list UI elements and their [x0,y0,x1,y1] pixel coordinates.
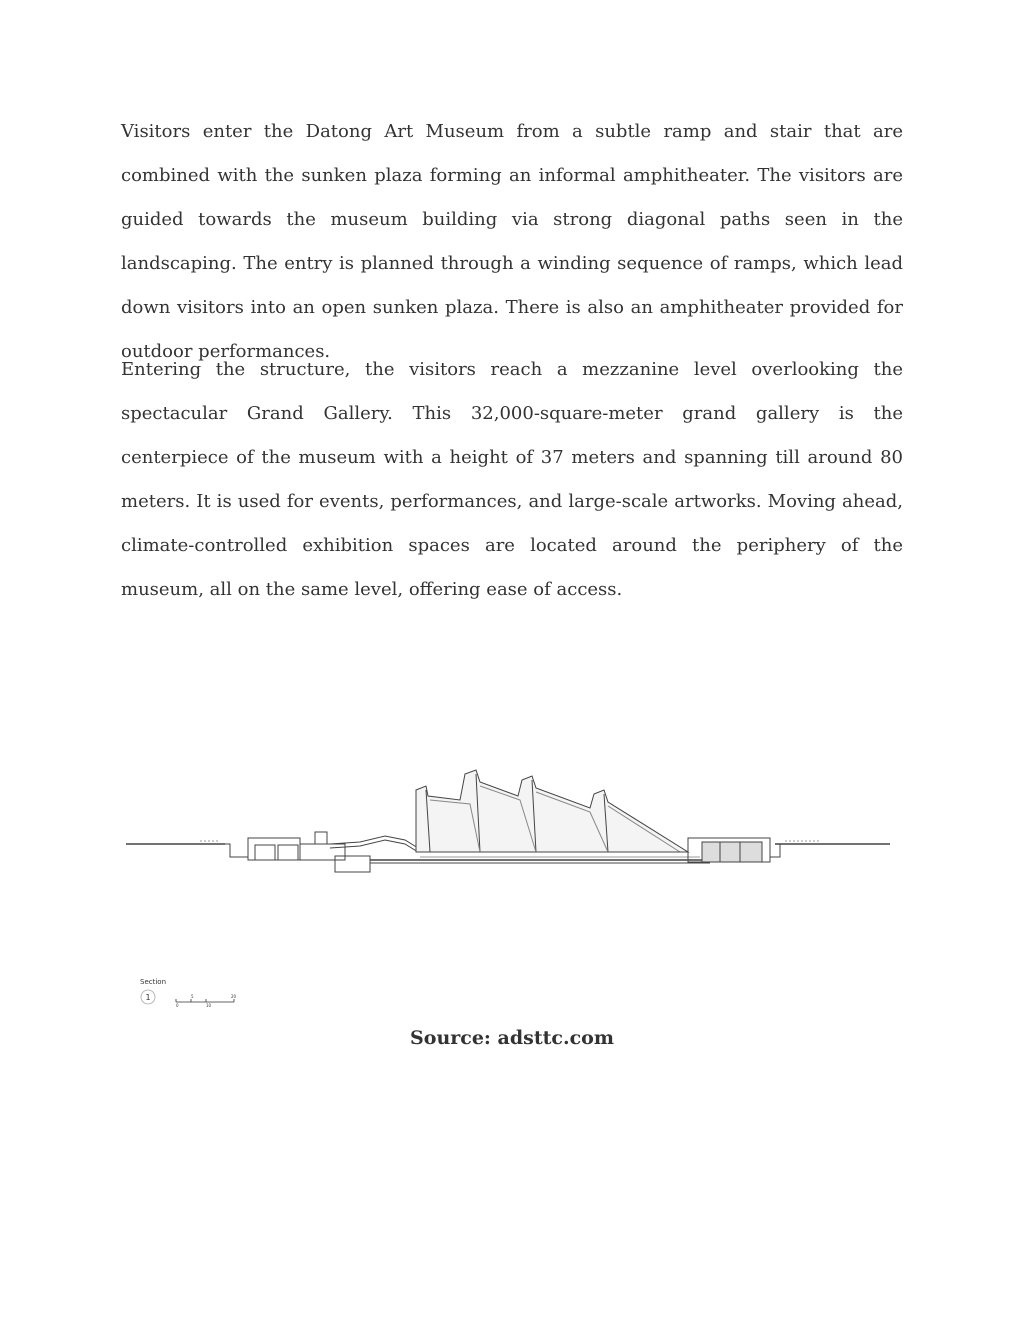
scale-mark-5: 5 [191,994,194,999]
paragraph-grand-gallery: Entering the structure, the visitors reach a mezzanine level overlooking the spectacular Grand Gallery. This 32,000-square-meter grand gallery is the centerpiece of the museum with a height of 37 meters and spanning till around 80 meters. It is used for events, performances, and large-scale artworks. Moving ahead, climate-controlled exhibition spaces are located around the periphery of the museum, all on the same level, offering ease of access. [121,359,903,600]
section-label: Section [140,978,167,986]
scale-bar [136,978,246,1010]
museum-section-drawing [120,760,900,890]
figure-caption: Source: adsttc.com [410,1027,614,1049]
section-number: 1 [145,993,151,1002]
section-legend [136,978,246,1010]
scale-mark-10: 10 [206,1003,212,1008]
paragraph-entrance: Visitors enter the Datong Art Museum from a subtle ramp and stair that are combined with the sunken plaza forming an informal amphitheater. The visitors are guided towards the museum building via strong diagonal paths seen in the landscaping. The entry is planned through a winding sequence of ramps, which lead down visitors into an open sunken plaza. There is also an amphitheater provided for outdoor performances. [121,121,903,362]
scale-mark-0: 0 [176,1003,179,1008]
scale-mark-20: 20 [231,994,237,999]
